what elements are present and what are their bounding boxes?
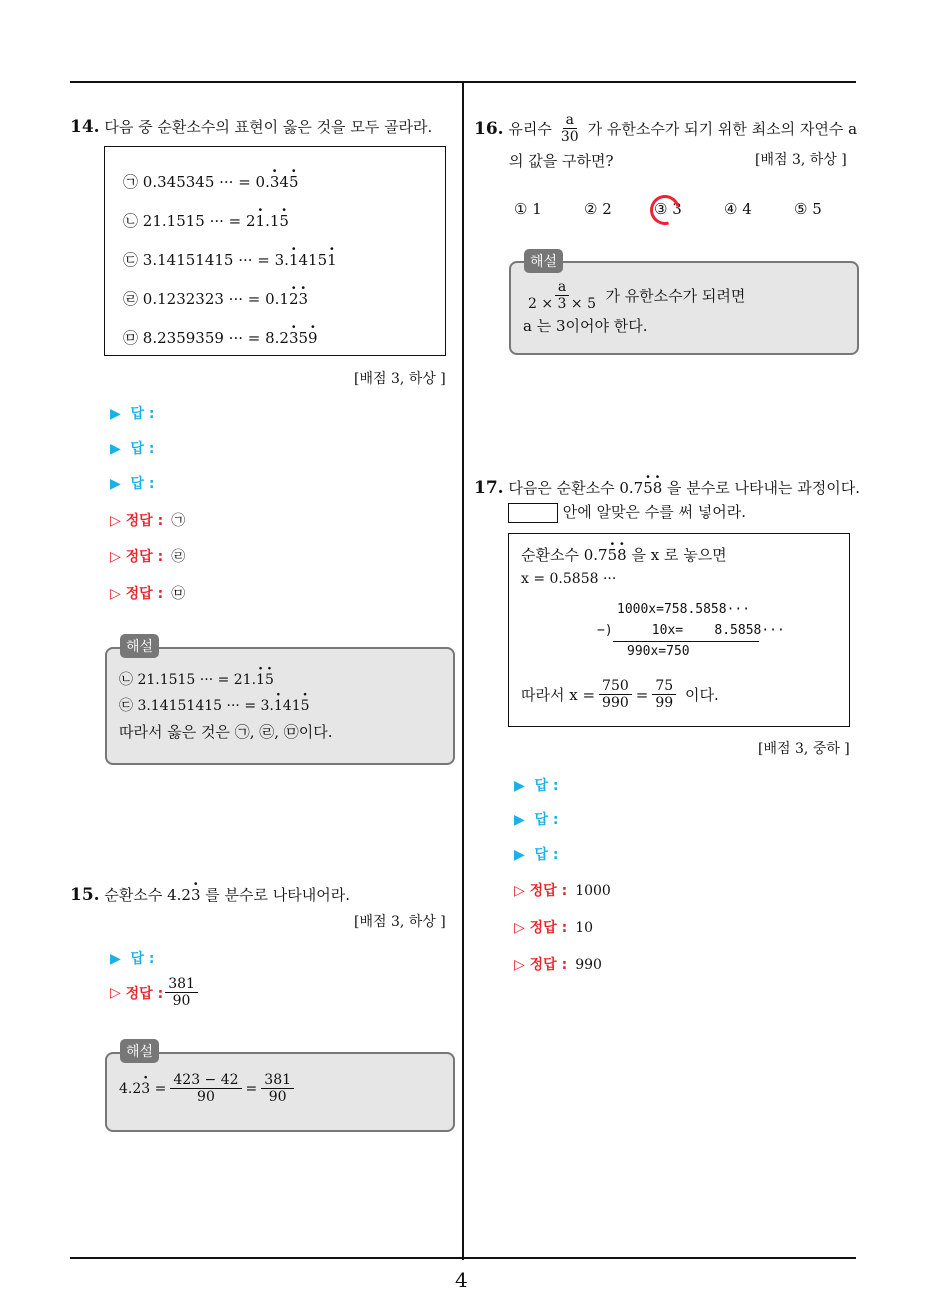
answer-row[interactable]: ▶ 답 : (110, 476, 155, 492)
triangle-outline-icon: ▷ (110, 984, 121, 1001)
calc-rule (613, 641, 759, 642)
solution-tag: 해설 (120, 634, 159, 658)
triangle-icon: ▶ (110, 441, 121, 457)
choice-2[interactable]: ② 2 (584, 200, 612, 218)
fraction: $\frac{381}{90}$ (165, 976, 198, 1009)
triangle-outline-icon: ▷ (110, 586, 121, 602)
score-meta: [배점 3, 하상 ] (354, 371, 446, 387)
calc-line: 1000x=758.5858··· (617, 602, 751, 617)
question-number: 15. (70, 885, 100, 905)
fraction: $\frac{423 - 42}{90}$ (170, 1072, 241, 1105)
triangle-outline-icon: ▷ (110, 513, 121, 529)
fraction: $\frac{75}{99}$ (652, 678, 676, 711)
calc-line: −) 10x= 8.5858··· (597, 623, 785, 638)
score-meta: [배점 3, 하상 ] (354, 914, 446, 930)
answer-row[interactable]: ▶ 답 : (514, 847, 559, 863)
triangle-icon: ▶ (514, 847, 525, 863)
solution-line: ㉢ 3.14151415 ··· = 3.· 141· 5 (119, 695, 310, 715)
solution-box (509, 261, 859, 355)
choice-item: ㉣ 0.1232323 ··· = 0.1· 2· 3 (123, 288, 308, 309)
answer-row[interactable]: ▶ 답 : (110, 951, 155, 967)
page-number: 4 (455, 1268, 468, 1292)
question-number: 14. (70, 117, 100, 137)
choice-item: ㉢ 3.14151415 ··· = 3.· 1415· 1 (123, 249, 337, 270)
question-text: 순환소수 4.2· 3 를 분수로 나타내어라. (104, 886, 350, 904)
fraction: $\frac{a}{2 \times 3 \times 5}$ (528, 279, 596, 313)
question-text: 다음은 순환소수 0.7· 5· 8 을 분수로 나타내는 과정이다. (508, 479, 860, 497)
fraction: $\frac{750}{990}$ (599, 678, 632, 711)
conclusion-line: 따라서 x = $\frac{750}{990}$ = $\frac{75}{99}$ 이다. (521, 678, 719, 712)
solution-box (105, 1052, 455, 1132)
question-15 (70, 884, 350, 905)
solution-line: 4.2 · 3 = $\frac{423 - 42}{90}$ = $\frac{381}{90}$ (119, 1072, 298, 1105)
solution-tag: 해설 (524, 249, 563, 273)
correct-answer-row: ▷ 정답 : 10 (514, 920, 594, 936)
triangle-icon: ▶ (110, 476, 121, 492)
triangle-icon: ▶ (514, 778, 525, 794)
correct-answer-row: ▷ 정답 : $\frac{381}{90}$ (110, 976, 200, 1009)
question-text: 다음 중 순환소수의 표현이 옳은 것을 모두 골라라. (104, 118, 433, 136)
choice-box (104, 146, 446, 356)
choice-item: ㉡ 21.1515 ··· = 2· 1.1· 5 (123, 210, 289, 231)
question-16: 16. 유리수 $\frac{a}{30}$ 가 유한소수가 되기 위한 최소의 자연수 a (474, 112, 858, 146)
correct-answer-row: ▷ 정답 : ㉤ (110, 586, 186, 602)
score-meta: [배점 3, 중하 ] (758, 741, 850, 757)
triangle-icon: ▶ (110, 951, 121, 967)
choice-item: ㉠ 0.345345 ··· = 0.· 34· 5 (123, 171, 299, 192)
fraction: $\frac{a}{30}$ (560, 112, 579, 146)
answer-row[interactable]: ▶ 답 : (110, 441, 155, 457)
triangle-icon: ▶ (514, 812, 525, 828)
bottom-rule (70, 1257, 856, 1259)
question-14 (70, 116, 432, 137)
triangle-outline-icon: ▷ (514, 957, 525, 973)
choice-item: ㉤ 8.2359359 ··· = 8.2· 35· 9 (123, 327, 318, 348)
solution-tag: 해설 (120, 1039, 159, 1063)
question-17 (474, 477, 860, 498)
question-number: 16. (474, 118, 504, 139)
score-meta: [배점 3, 하상 ] (755, 152, 847, 168)
triangle-outline-icon: ▷ (514, 883, 525, 899)
choice-1[interactable]: ① 1 (514, 200, 542, 218)
triangle-outline-icon: ▷ (110, 549, 121, 565)
solution-box (105, 647, 455, 765)
correct-answer-row: ▷ 정답 : ㉣ (110, 549, 186, 565)
fraction: $\frac{381}{90}$ (261, 1072, 294, 1105)
calc-line: 990x=750 (627, 644, 690, 659)
solution-line: 따라서 옳은 것은 ㉠, ㉣, ㉤이다. (119, 723, 333, 741)
selected-circle-mark (645, 190, 686, 231)
solution-line: ㉡ 21.1515 ··· = 21.· 1· 5 (119, 669, 274, 689)
answer-row[interactable]: ▶ 답 : (514, 812, 559, 828)
answer-row[interactable]: ▶ 답 : (110, 406, 155, 422)
choice-5[interactable]: ⑤ 5 (794, 200, 822, 218)
correct-answer-row: ▷ 정답 : 1000 (514, 883, 611, 899)
process-box (508, 533, 850, 727)
choice-4[interactable]: ④ 4 (724, 200, 752, 218)
process-line: 순환소수 0.7· 5· 8 을 x 로 놓으면 (521, 544, 727, 565)
answer-row[interactable]: ▶ 답 : (514, 778, 559, 794)
process-line: x = 0.5858 ··· (521, 571, 617, 587)
choice-3[interactable]: ③ 3 (654, 200, 682, 218)
solution-line: a 는 3이어야 한다. (523, 317, 648, 335)
blank-box (508, 503, 558, 523)
column-divider (462, 82, 464, 1260)
question-text-line2: 의 값을 구하면? (509, 152, 614, 170)
question-number: 17. (474, 478, 504, 498)
triangle-outline-icon: ▷ (514, 920, 525, 936)
solution-line: $\frac{a}{2 \times 3 \times 5}$ 가 유한소수가 되려면 (523, 279, 745, 312)
question-text-line2: 안에 알맞은 수를 써 넣어라. (508, 501, 746, 523)
correct-answer-row: ▷ 정답 : ㉠ (110, 513, 186, 529)
triangle-icon: ▶ (110, 406, 121, 422)
correct-answer-row: ▷ 정답 : 990 (514, 957, 602, 973)
